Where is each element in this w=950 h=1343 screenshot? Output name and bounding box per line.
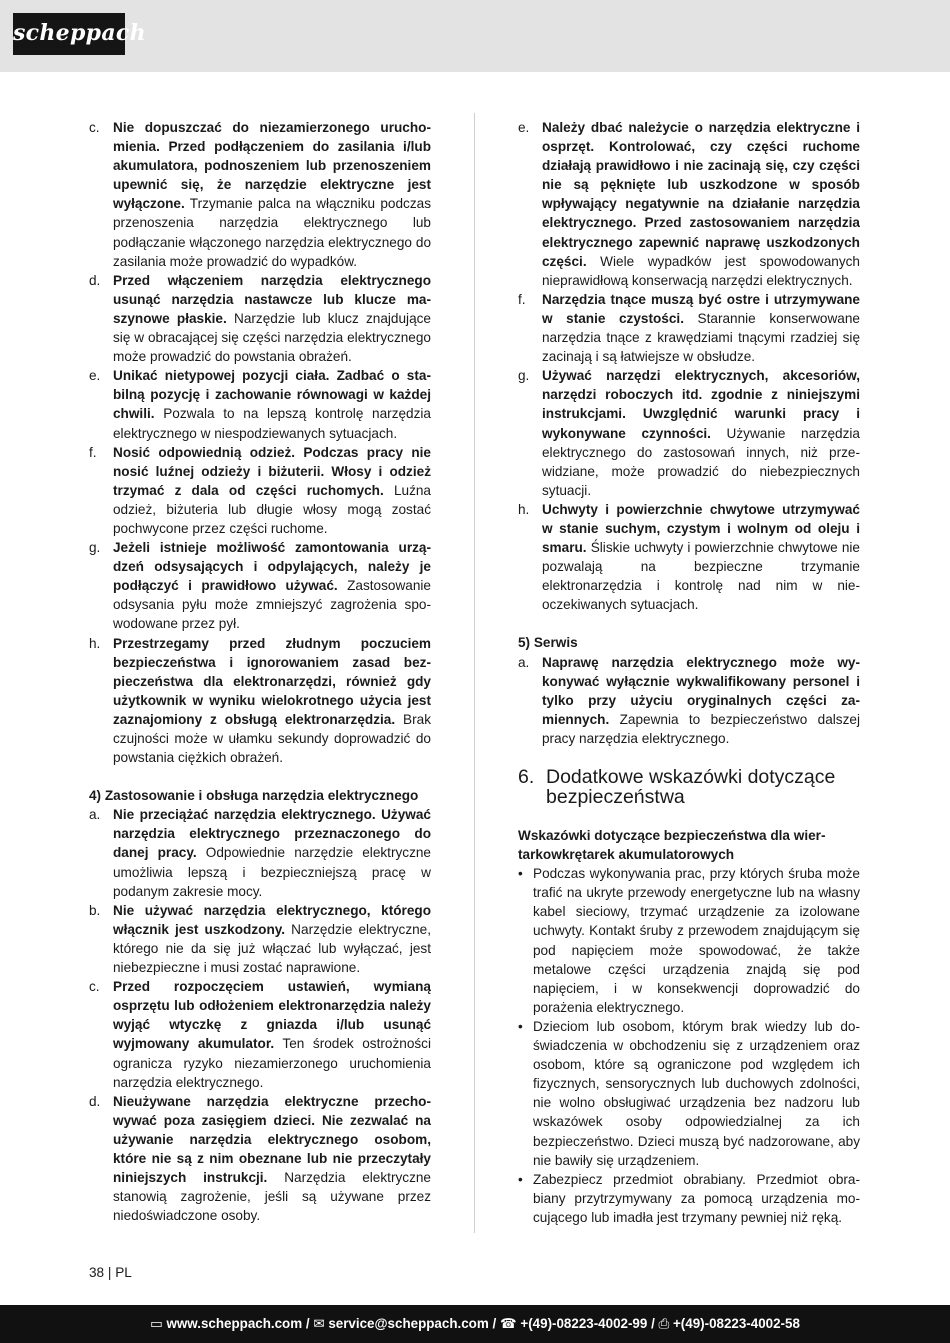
list-item-emphasis: Przed rozpoczęciem ustawień, wymianą osprzętu lub odłożeniem elektronarzędzia należy wyjąć wtyczkę z gniazda i/lub usunąć wyjmowany akumulator. bbox=[113, 979, 431, 1052]
mail-icon: ✉ bbox=[313, 1316, 325, 1331]
list-item-emphasis: Jeżeli istnieje możliwość zamontowania urządzeń odsysających i odpylających, należy je podłączyć i prawidłowo używać. bbox=[113, 540, 431, 594]
list-item-emphasis: Narzędzia tnące muszą być ostre i utrzymywane w stanie czystości. bbox=[542, 291, 860, 326]
list-item-marker: e. bbox=[518, 120, 530, 135]
list-item bbox=[518, 500, 860, 615]
scheppach-logo: scheppach bbox=[13, 13, 125, 55]
footer-website[interactable]: www.scheppach.com bbox=[166, 1316, 303, 1331]
list-item-emphasis: Używać narzędzi elektrycznych, akcesoriów, narzędzi roboczych itd. zgodnie z niniejszymi instrukcjami. Uwzględnić warunki pracy i wykonywane czynności. bbox=[542, 368, 860, 441]
list-item-emphasis: Należy dbać należycie o narzędzia elektryczne i osprzęt. Kontrolować, czy części ruchome działają prawidłowo i nie zacinają się, czy części nie są pęknięte lub uszkodzone w sposób wpływający negatywnie na działanie narzędzia elektrycznego. Przed zastosowaniem narzędzia elektrycznego zapewnić naprawę uszkodzonych części. bbox=[542, 120, 860, 269]
bullet-text: Zabezpiecz przedmiot obrabiany. Przedmiot obrabiany przytrzymywany za pomocą urządzenia mocującego lub imadła jest trzymany pewniej niż ręką. bbox=[533, 1171, 860, 1225]
list-item-text: Wiele wypadków jest spowodowanych nieprawidłową konserwacją narzędzi elektrycznych. bbox=[542, 253, 860, 288]
list-item-text: Narzędzie elektryczne, którego nie da się już włączać lub wyłączać, jest niebezpieczne i musi zostać naprawione. bbox=[113, 921, 432, 976]
web-icon: ▭ bbox=[150, 1316, 163, 1331]
page-number bbox=[89, 1265, 132, 1280]
list-item bbox=[518, 366, 860, 500]
list-item-text: Starannie konserwowane narzędzia tnące z krawędziami tnącymi rzadziej się zacinają i są łatwiejsze w obsłudze. bbox=[542, 310, 860, 365]
list-item-text: Używanie narzędzia elektrycznego do zastosowań innych, niż przewidziane, może prowadzić do niebezpiecznych sytuacji. bbox=[542, 425, 860, 498]
safety-list-maintenance bbox=[518, 118, 860, 614]
footer-phone[interactable]: +(49)-08223-4002-99 bbox=[520, 1316, 648, 1331]
list-item-text: Pozwala to na lepszą kontrolę narzędzia elektrycznego w niespodziewanych sytuacjach. bbox=[113, 406, 431, 441]
left-column bbox=[89, 118, 431, 1225]
drill-safety-subheading: Wskazówki dotyczące bezpieczeństwa dla wiertarkowkrętarek akumulatorowych bbox=[518, 828, 826, 863]
bullet-item bbox=[518, 1170, 860, 1227]
safety-list-service bbox=[518, 653, 860, 748]
safety-list-work-area bbox=[89, 118, 431, 767]
list-item bbox=[89, 977, 431, 1092]
list-item bbox=[518, 290, 860, 366]
phone-icon: ☎ bbox=[499, 1316, 517, 1331]
footer-separator: / bbox=[651, 1316, 655, 1331]
page-language: PL bbox=[115, 1265, 132, 1280]
fax-icon: ⎙ bbox=[658, 1316, 670, 1331]
bullet-icon: • bbox=[518, 1018, 523, 1034]
list-item-text: Ten środek ostrożności ogranicza ryzyko niezamierzonego uruchomienia narzędzia elektrycznego. bbox=[113, 1036, 431, 1090]
section-4-heading: 4) Zastosowanie i obsługa narzędzia elektrycznego bbox=[89, 788, 419, 804]
list-item-text: Śliskie uchwyty i powierzchnie chwytowe nie pozwalają na bezpieczne trzymanie elektronarzędzia i kontrolę nad nim w nieoczekiwanych sytuacjach. bbox=[542, 540, 860, 613]
bullet-icon: • bbox=[518, 866, 523, 882]
list-item-marker: c. bbox=[89, 120, 100, 135]
list-item-marker: h. bbox=[518, 501, 530, 517]
list-item bbox=[89, 118, 431, 271]
list-item-marker: e. bbox=[89, 368, 101, 384]
list-item-marker: b. bbox=[89, 902, 101, 918]
drill-safety-bullets bbox=[518, 864, 860, 1227]
section-5-heading: 5) Serwis bbox=[518, 635, 578, 651]
bullet-text: Dzieciom lub osobom, którym brak wiedzy lub doświadczenia w obchodzeniu się z urządzeniem oraz osobom, które są ograniczone pod względem ich fizycznych, sensorycznych lub duchowych zdolności, nie wolno obsługiwać urządzenia bez nadzoru lub wskazówek osoby odpowiedzialnej za ich bezpieczeństwo. Dzieci muszą być nadzorowane, aby nie bawiły się urządzeniem. bbox=[533, 1018, 860, 1168]
list-item-text: Narzędzie lub klucz znajdujące się w obracającej się części narzędzia elektrycznego może prowadzić do powstania obrażeń. bbox=[113, 310, 431, 365]
list-item bbox=[89, 1092, 431, 1226]
list-item-text: Odpowiednie narzędzie elektryczne umożliwia lepszą i bezpieczniejszą pracę w podanym zakresie mocy. bbox=[113, 845, 431, 899]
list-item-text: Narzędzia elektryczne stanowią zagrożenie, jeśli są używane przez niedoświadczone osoby. bbox=[113, 1170, 431, 1224]
page-number-value: 38 bbox=[89, 1265, 105, 1280]
list-item-text: Trzymanie palca na włączniku podczas przenoszenia narzędzia elektrycznego lub podłączanie włączonego narzędzia elektrycznego do zasilania może prowadzić do wypadków. bbox=[113, 196, 431, 269]
list-item bbox=[89, 271, 431, 366]
footer-email[interactable]: service@scheppach.com bbox=[328, 1316, 489, 1331]
section-6-title-text: Dodatkowe wskazówki dotyczące bezpieczeństwa bbox=[546, 766, 836, 808]
bullet-item bbox=[518, 864, 860, 1017]
list-item-emphasis: Nieużywane narzędzia elektryczne przechowywać poza zasięgiem dzieci. Nie zezwalać na używanie narzędzia elektrycznego osobom, które nie są z nim obeznane lub nie przeczytały niniejszych instrukcji. bbox=[113, 1093, 431, 1186]
list-item bbox=[518, 653, 860, 748]
list-item bbox=[89, 634, 431, 768]
bullet-text: Podczas wykonywania prac, przy których śruba może trafić na ukryte przewody energetyczne lub na własny kabel sieciowy, trzymać urządzenie za izolowane uchwyty. Kontakt śruby z przewodem znajdującym się pod napięciem może spowodować, że także metalowe części urządzenia znajdą się pod napięciem, i w konsekwencji doprowadzić do porażenia elektrycznego. bbox=[533, 866, 860, 1015]
list-item-text: Zapewnia to bezpieczeństwo dalszej pracy narzędzia elektrycznego. bbox=[542, 711, 860, 746]
list-item-emphasis: Nosić odpowiednią odzież. Podczas pracy nie nosić luźnej odzieży i biżuterii. Włosy i odzież trzymać z dala od części ruchomych. bbox=[113, 444, 431, 498]
list-item-emphasis: Przestrzegamy przed złudnym poczuciem bezpieczeństwa i ignorowaniem zasad bezpieczeństwa dla elektronarzędzi, również gdy użytkownik w wyniku wielokrotnego użycia jest zaznajomiony z obsługą elektronarzędzia. bbox=[113, 635, 431, 727]
bullet-icon: • bbox=[518, 1171, 523, 1187]
bullet-item bbox=[518, 1017, 860, 1170]
list-item-emphasis: Przed włączeniem narzędzia elektrycznego usunąć narzędzia nastawcze lub klucze maszynowe płaskie. bbox=[113, 272, 431, 326]
list-item-text: Zastosowanie odsysania pyłu może zmniejszyć zagrożenia spowodowane przez pył. bbox=[113, 578, 431, 632]
page-header bbox=[0, 0, 950, 72]
list-item bbox=[89, 538, 431, 633]
list-item bbox=[518, 118, 860, 290]
list-item bbox=[89, 366, 431, 442]
list-item-marker: a. bbox=[89, 807, 101, 823]
list-item-text: Brak czujności może w ułamku sekundy doprowadzić do powstania ciężkich obrażeń. bbox=[113, 711, 432, 766]
list-item-marker: g. bbox=[518, 368, 530, 384]
list-item-marker: a. bbox=[518, 654, 530, 670]
footer-separator: / bbox=[492, 1316, 497, 1331]
list-item-emphasis: Nie używać narzędzia elektrycznego, którego włącznik jest uszkodzony. bbox=[113, 902, 431, 937]
page-number-separator: | bbox=[107, 1265, 112, 1280]
list-item-marker: f. bbox=[89, 444, 97, 460]
list-item-marker: d. bbox=[89, 1093, 101, 1109]
safety-list-usage bbox=[89, 805, 431, 1225]
list-item-emphasis: Unikać nietypowej pozycji ciała. Zadbać o stabilną pozycję i zachowanie równowagi w każdej chwili. bbox=[113, 368, 431, 422]
right-column bbox=[518, 118, 860, 1227]
section-6-number: 6. bbox=[518, 766, 535, 788]
list-item-emphasis: Nie dopuszczać do niezamierzonego uruchomienia. Przed podłączeniem do zasilania i/lub akumulatora, podnoszeniem lub przenoszeniem upewnić się, że narzędzie elektryczne jest wyłączone. bbox=[113, 120, 431, 212]
list-item bbox=[89, 443, 431, 538]
list-item-marker: g. bbox=[89, 540, 101, 556]
footer-fax: +(49)-08223-4002-58 bbox=[672, 1316, 800, 1331]
column-divider bbox=[474, 113, 475, 1233]
list-item-emphasis: Uchwyty i powierzchnie chwytowe utrzymywać w stanie suchym, czystym i wolnym od oleju i smaru. bbox=[542, 501, 860, 556]
list-item-emphasis: Nie przeciążać narzędzia elektrycznego. Używać narzędzia elektrycznego przeznaczonego do danej pracy. bbox=[113, 807, 431, 861]
list-item-emphasis: Naprawę narzędzia elektrycznego może wykonywać wyłącznie wykwalifikowany personel i tylko przy użyciu oryginalnych części zamiennych. bbox=[542, 654, 860, 727]
footer-separator: / bbox=[305, 1316, 310, 1331]
list-item-marker: c. bbox=[89, 979, 100, 995]
section-6-title bbox=[518, 767, 860, 807]
list-item-marker: f. bbox=[518, 291, 526, 307]
list-item-marker: h. bbox=[89, 635, 101, 651]
list-item-text: Luźna odzież, biżuteria lub długie włosy mogą zostać pochwycone przez części ruchome. bbox=[113, 482, 431, 536]
list-item bbox=[89, 901, 431, 977]
list-item bbox=[89, 805, 431, 900]
list-item-marker: d. bbox=[89, 272, 101, 288]
page-footer bbox=[0, 1305, 950, 1343]
